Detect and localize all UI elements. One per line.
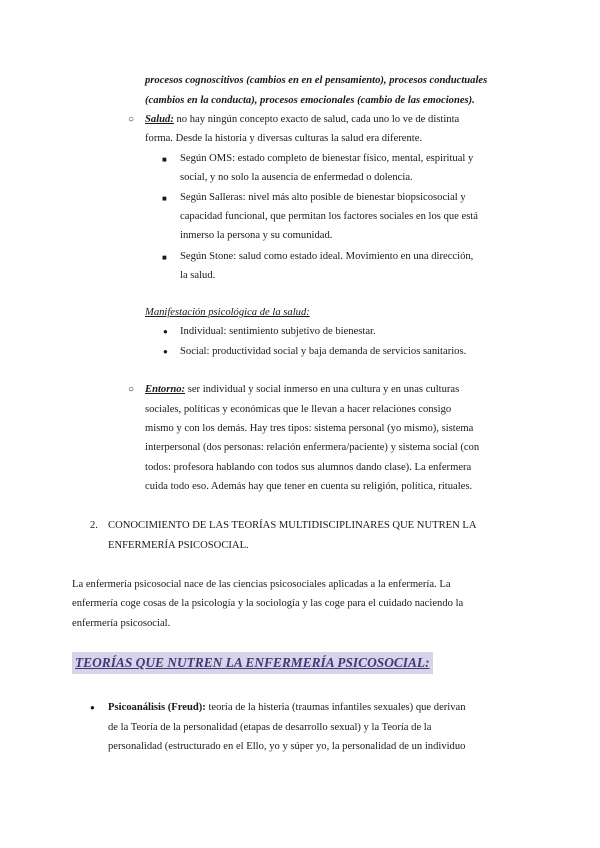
entorno-line-4: interpersonal (dos personas: relación enfermera/paciente) y sistema social (con — [145, 442, 480, 453]
theories-heading: TEORÍAS QUE NUTREN LA ENFERMERÍA PSICOSOCIAL: — [72, 652, 433, 674]
salud-oms-line-1: Según OMS: estado completo de bienestar físico, mental, espiritual y — [180, 153, 474, 164]
entorno-line-1 — [145, 383, 459, 397]
entorno-line-6: cuida todo eso. Además hay que tener en cuenta su religión, política, rituales. — [145, 481, 473, 492]
entorno-line-3: mismo y con los demás. Hay tres tipos: sistema personal (yo mismo), sistema — [145, 423, 474, 434]
square-bullet-icon: ■ — [162, 194, 167, 203]
salud-salleras-line-3: inmerso la persona y su comunidad. — [180, 230, 333, 241]
paragraph-line-1: La enfermería psicosocial nace de las ciencias psicosociales aplicadas a la enfermería. La — [72, 579, 451, 590]
salud-line-2: forma. Desde la historia y diversas culturas la salud era diferente. — [145, 133, 423, 144]
entorno-term: Entorno: — [145, 384, 186, 395]
salud-stone-line-1: Según Stone: salud como estado ideal. Movimiento en una dirección, — [180, 251, 474, 262]
entorno-text: ser individual y social inmerso en una cultura y en unas culturas — [185, 384, 460, 395]
psico-text: teoría de la histeria (traumas infantiles sexuales) que derivan — [205, 702, 466, 713]
square-bullet-icon: ■ — [162, 253, 167, 262]
entorno-line-2: sociales, políticas y económicas que le llevan a hacer relaciones consigo — [145, 404, 452, 415]
bullet-icon: ● — [163, 347, 168, 356]
psico-line-3: personalidad (estructurado en el Ello, yo y súper yo, la personalidad de un individuo — [108, 741, 466, 752]
section-title-line-2: ENFERMERÍA PSICOSOCIAL. — [108, 540, 249, 551]
salud-salleras-line-2: capacidad funcional, que permitan los factores sociales en los que está — [180, 211, 478, 222]
salud-line-1 — [145, 113, 459, 127]
salud-stone-line-2: la salud. — [180, 270, 216, 281]
psico-line-2: de la Teoría de la personalidad (etapas de desarrollo sexual) y la Teoría de la — [108, 722, 432, 733]
continuation-line-2: (cambios en la conducta), procesos emocionales (cambio de las emociones). — [145, 95, 475, 106]
psico-line-1 — [108, 701, 466, 715]
entorno-line-5: todos: profesora hablando con todos sus alumnos dando clase). La enfermera — [145, 462, 472, 473]
continuation-line-1: procesos cognoscitivos (cambios en en el pensamiento), procesos conductuales — [145, 75, 488, 86]
manifestacion-title: Manifestación psicológica de la salud: — [145, 307, 310, 318]
circle-bullet-icon: ○ — [128, 384, 135, 395]
paragraph-line-2: enfermería coge cosas de la psicología y la sociología y las coge para el cuidado naciendo la — [72, 598, 464, 609]
salud-salleras-line-1: Según Salleras: nivel más alto posible de bienestar biopsicosocial y — [180, 192, 466, 203]
bullet-icon: ● — [163, 327, 168, 336]
square-bullet-icon: ■ — [162, 155, 167, 164]
circle-bullet-icon: ○ — [128, 114, 135, 125]
manifestacion-individual: Individual: sentimiento subjetivo de bienestar. — [180, 326, 376, 337]
salud-text: no hay ningún concepto exacto de salud, cada uno lo ve de distinta — [173, 114, 460, 125]
psico-term: Psicoanálisis (Freud): — [108, 702, 206, 713]
section-title-line-1: CONOCIMIENTO DE LAS TEORÍAS MULTIDISCIPLINARES QUE NUTREN LA — [108, 520, 477, 531]
manifestacion-social: Social: productividad social y baja demanda de servicios sanitarios. — [180, 346, 467, 357]
bullet-icon: ● — [90, 703, 95, 712]
salud-term: Salud: — [145, 114, 174, 125]
paragraph-line-3: enfermería psicosocial. — [72, 618, 171, 629]
section-number: 2. — [90, 520, 98, 531]
salud-oms-line-2: social, y no solo la ausencia de enfermedad o dolencia. — [180, 172, 413, 183]
